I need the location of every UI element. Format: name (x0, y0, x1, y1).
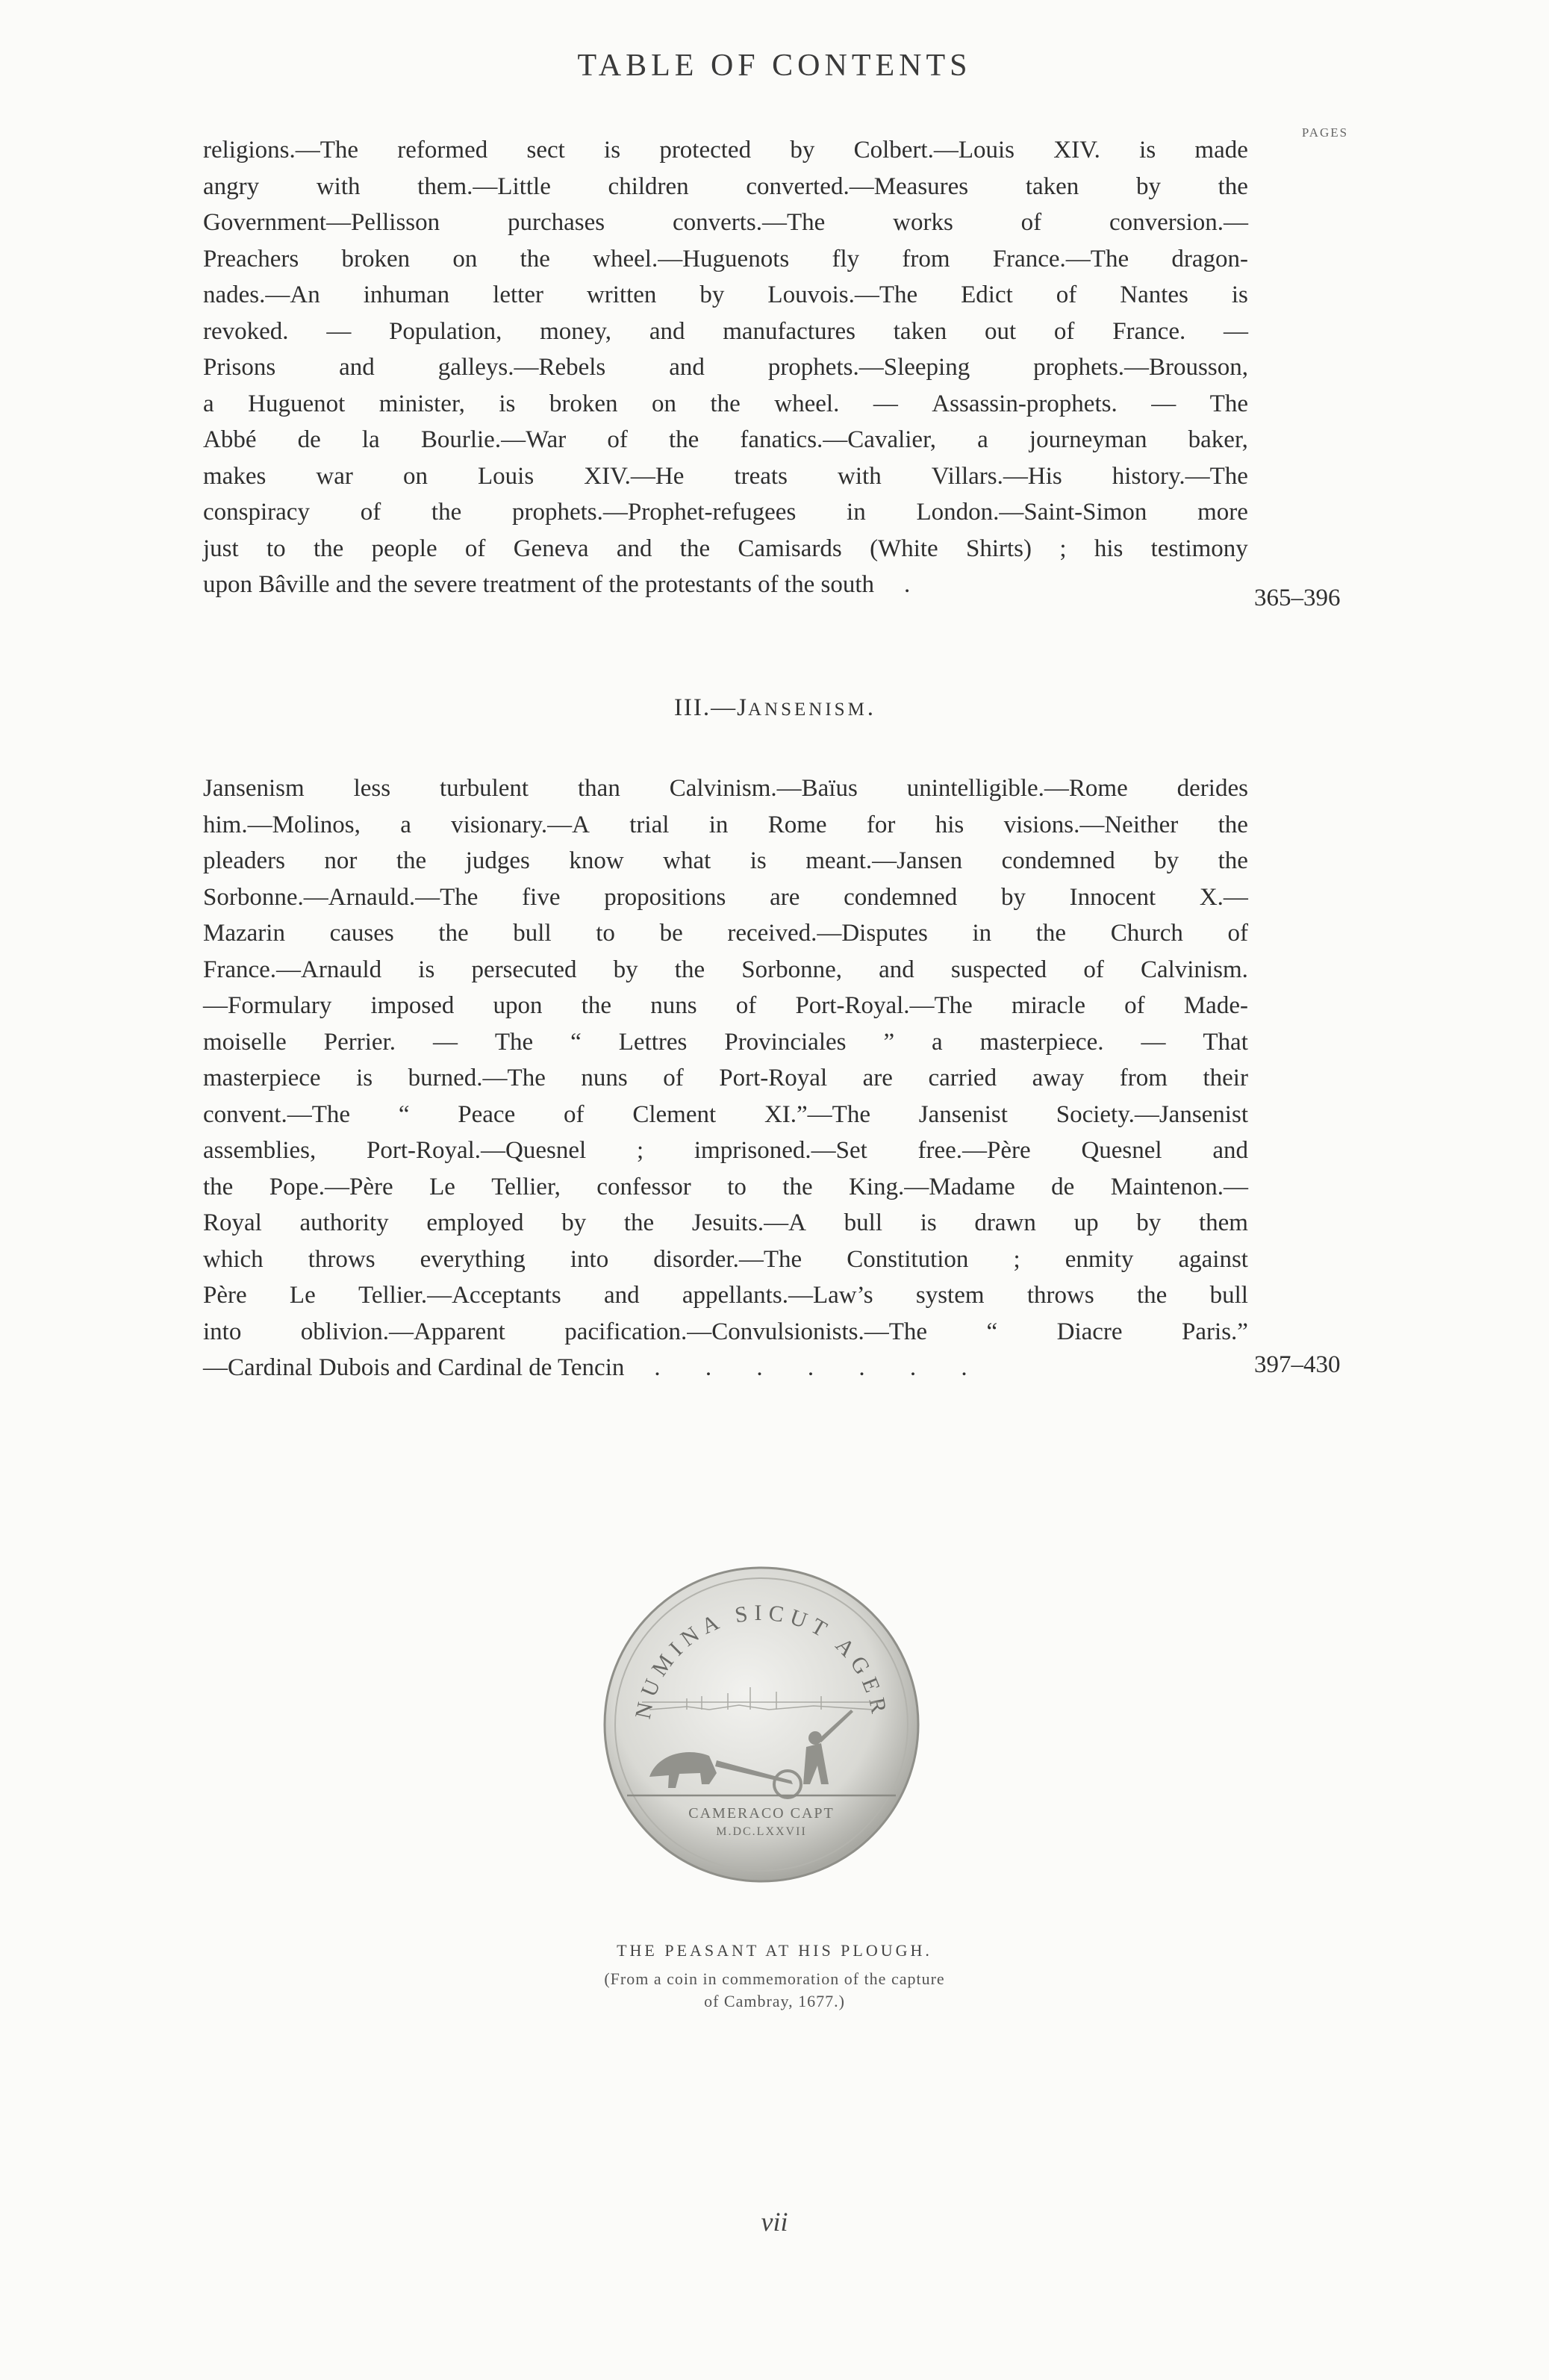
section-numeral: III.—J (673, 694, 748, 721)
entry-line: —Formulary imposed upon the nuns of Port-Royal.—The miracle of Made- (203, 992, 1248, 1019)
page-range-2: 397–430 (1254, 1351, 1341, 1378)
section-title: ANSENISM (748, 700, 867, 720)
section-end: . (867, 694, 876, 721)
entry-line: Royal authority employed by the Jesuits.—A bull is drawn up by them (203, 1209, 1248, 1236)
entry-line: Sorbonne.—Arnauld.—The five propositions are condemned by Innocent X.— (203, 883, 1248, 911)
dot-leader: . (904, 571, 930, 598)
entry-line: convent.—The “ Peace of Clement XI.”—The Jansenist Society.—Jansenist (203, 1100, 1248, 1128)
entry-line: angry with them.—Little children converted.—Measures taken by the (203, 172, 1248, 200)
coin-exergue-2: M.DC.LXXVII (716, 1825, 807, 1838)
entry-line: into oblivion.—Apparent pacification.—Convulsionists.—The “ Diacre Paris.” (203, 1318, 1248, 1345)
entry-line: him.—Molinos, a visionary.—A trial in Rome for his visions.—Neither the (203, 811, 1248, 838)
entry-line: revoked. — Population, money, and manufactures taken out of France. — (203, 317, 1248, 345)
entry-line: makes war on Louis XIV.—He treats with Villars.—His history.—The (203, 462, 1248, 490)
page-range-1: 365–396 (1254, 585, 1341, 611)
entry-line: Jansenism less turbulent than Calvinism.—Baïus unintelligible.—Rome derides (203, 775, 1248, 802)
toc-entry-protestants (203, 132, 1248, 603)
entry-line: religions.—The reformed sect is protected by Colbert.—Louis XIV. is made (203, 137, 1248, 163)
page-folio: vii (761, 2207, 788, 2237)
entry-line: the Pope.—Père Le Tellier, confessor to the King.—Madame de Maintenon.— (203, 1173, 1248, 1200)
entry-line: Government—Pellisson purchases converts.—The works of conversion.— (203, 209, 1248, 236)
entry-line: Mazarin causes the bull to be received.—Disputes in the Church of (203, 920, 1248, 947)
entry-line: masterpiece is burned.—The nuns of Port-Royal are carried away from their (203, 1065, 1248, 1091)
toc-entry-jansenism (203, 770, 1248, 1386)
coin-image (597, 1560, 926, 1889)
entry-line: conspiracy of the prophets.—Prophet-refugees in London.—Saint-Simon more (203, 499, 1248, 526)
entry-line: nades.—An inhuman letter written by Louvois.—The Edict of Nantes is (203, 281, 1248, 308)
entry-line: Abbé de la Bourlie.—War of the fanatics.—Cavalier, a journeyman baker, (203, 426, 1248, 453)
entry-line: Père Le Tellier.—Acceptants and appellants.—Law’s system throws the bull (203, 1282, 1248, 1309)
entry-line: which throws everything into disorder.—The Constitution ; enmity against (203, 1245, 1248, 1273)
coin-exergue-1: CAMERACO CAPT (688, 1805, 835, 1822)
running-header: TABLE OF CONTENTS (577, 49, 972, 83)
coin-legend: NUMINA SICUT AGER (630, 1600, 893, 1722)
entry-line: just to the people of Geneva and the Camisards (White Shirts) ; his testimony (203, 535, 1248, 562)
entry-line: assemblies, Port-Royal.—Quesnel ; imprisoned.—Set free.—Père Quesnel and (203, 1137, 1248, 1164)
figure-caption: THE PEASANT AT HIS PLOUGH. (617, 1941, 932, 1960)
entry-line: Prisons and galleys.—Rebels and prophets.—Sleeping prophets.—Brousson, (203, 354, 1248, 381)
entry-line: moiselle Perrier. — The “ Lettres Provinciales ” a masterpiece. — That (203, 1028, 1248, 1056)
section-heading-jansenism (0, 694, 1549, 722)
entry-line: —Cardinal Dubois and Cardinal de Tencin . . . . . . . (203, 1350, 1248, 1386)
dot-leader: . . . . . . . (654, 1354, 987, 1381)
entry-line: France.—Arnauld is persecuted by the Sorbonne, and suspected of Calvinism. (203, 956, 1248, 983)
figure-caption-sub-2: of Cambray, 1677.) (704, 1992, 845, 2010)
entry-line: pleaders nor the judges know what is meant.—Jansen condemned by the (203, 847, 1248, 874)
coin-illustration (597, 1560, 926, 1889)
figure-caption-sub-1: (From a coin in commemoration of the capture (604, 1969, 945, 1988)
entry-line: upon Bâville and the severe treatment of the protestants of the south . (203, 567, 1248, 603)
pages-column-label: PAGES (1301, 125, 1349, 140)
entry-line: a Huguenot minister, is broken on the wheel. — Assassin-prophets. — The (203, 390, 1248, 417)
entry-line: Preachers broken on the wheel.—Huguenots fly from France.—The dragon- (203, 245, 1248, 272)
